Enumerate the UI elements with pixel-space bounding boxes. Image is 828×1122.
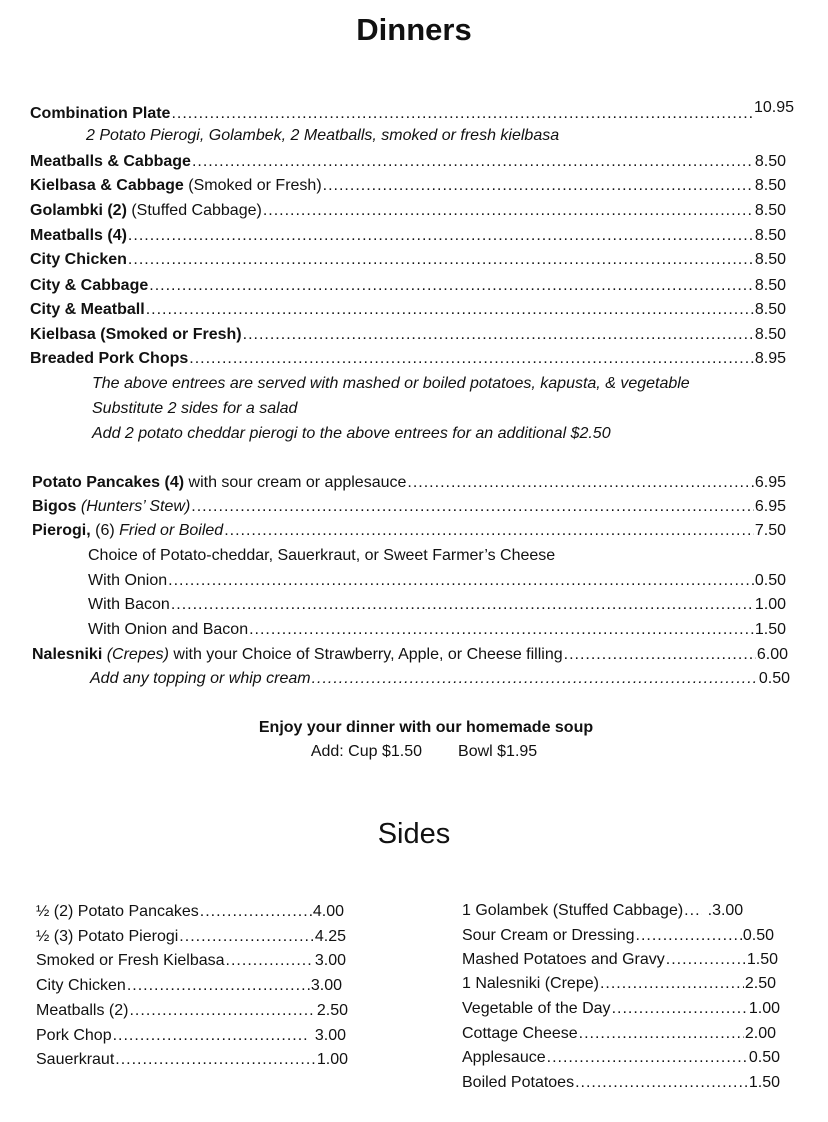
topping-item [90, 669, 790, 689]
dinners-title: Dinners [356, 12, 472, 47]
addon-item [88, 620, 786, 640]
item-name: Pork Chop [36, 1027, 112, 1044]
item-name: 1 Golambek (Stuffed Cabbage) [462, 902, 684, 919]
side-item [36, 976, 342, 996]
item-name: Kielbasa (Smoked or Fresh) [30, 326, 242, 343]
item-price: 0.50 [758, 670, 790, 687]
item-price: 1.50 [748, 1074, 780, 1091]
leader-dots [115, 1050, 316, 1070]
soup-cup: Add: Cup $1.50 [310, 743, 423, 760]
pierogi-choice: Choice of Potato-cheddar, Sauerkraut, or Sweet Farmer’s Cheese [88, 547, 556, 564]
leader-dots [149, 276, 754, 296]
item-name: Meatballs & Cabbage [30, 153, 191, 170]
item-name: Meatballs (4) [30, 227, 127, 244]
item-price: 0.50 [748, 1049, 780, 1066]
side-item [462, 950, 778, 970]
item-name: Breaded Pork Chops [30, 350, 189, 367]
leader-dots [612, 999, 748, 1019]
leader-dots [600, 974, 744, 994]
leader-dots [171, 104, 753, 124]
item-name: City & Cabbage [30, 277, 149, 294]
sides-title: Sides [377, 818, 451, 850]
entree-note: Add 2 potato cheddar pierogi to the above entrees for an additional $2.50 [92, 425, 611, 442]
item-name: With Onion [88, 572, 168, 589]
leader-dots [243, 325, 754, 345]
leader-dots [128, 226, 754, 246]
side-item [462, 1024, 776, 1044]
item-price: 8.95 [754, 350, 786, 367]
item-price: 2.00 [744, 1025, 776, 1042]
item-name: Sauerkraut [36, 1051, 115, 1068]
leader-dots [323, 176, 754, 196]
leader-dots [171, 595, 754, 615]
menu-item-nalesniki [32, 645, 788, 665]
leader-dots [636, 926, 742, 946]
side-item [462, 901, 780, 921]
side-item [36, 1026, 346, 1046]
item-price: 3.00 [310, 977, 342, 994]
item-name: Mashed Potatoes and Gravy [462, 951, 665, 968]
leader-dots [191, 497, 754, 517]
side-item [462, 926, 774, 946]
item-extra: (Stuffed Cabbage) [126, 202, 262, 219]
leader-dots [224, 521, 754, 541]
item-price: 4.25 [314, 928, 346, 945]
item-name: Applesauce [462, 1049, 546, 1066]
menu-item [30, 325, 786, 345]
side-item [36, 1050, 348, 1070]
leader-dots [129, 1001, 315, 1021]
item-price: 6.95 [754, 498, 786, 515]
menu-item [30, 250, 786, 270]
item-price: 4.00 [312, 903, 344, 920]
menu-item [30, 349, 786, 369]
leader-dots [226, 951, 314, 971]
side-item [462, 1073, 780, 1093]
side-item [36, 927, 346, 947]
addon-item [88, 571, 786, 591]
leader-dots [312, 669, 758, 689]
item-name: With Bacon [88, 596, 170, 613]
soup-bowl: Bowl $1.95 [458, 743, 538, 760]
side-item [36, 1001, 348, 1021]
item-name: Potato Pancakes (4) [32, 474, 185, 491]
item-price: 1.00 [754, 596, 786, 613]
item-price: 6.00 [756, 646, 788, 663]
leader-dots [189, 349, 754, 369]
item-name: Golambki (2) [30, 202, 127, 219]
soup-prices [0, 742, 828, 762]
item-name: Smoked or Fresh Kielbasa [36, 952, 225, 969]
entree-note: Substitute 2 sides for a salad [92, 400, 298, 417]
item-price: 8.50 [754, 227, 786, 244]
menu-item [30, 300, 786, 320]
item-price: 8.50 [754, 251, 786, 268]
menu-item-bigos [32, 497, 786, 517]
leader-dots [200, 902, 312, 922]
item-name: Bigos [32, 498, 77, 515]
leader-dots [249, 620, 754, 640]
leader-dots [579, 1024, 744, 1044]
item-extra: (Smoked or Fresh) [183, 177, 322, 194]
leader-dots [192, 152, 754, 172]
leader-dots [146, 300, 754, 320]
item-name: Nalesniki [32, 646, 103, 663]
item-price: 8.50 [754, 326, 786, 343]
leader-dots [564, 645, 756, 665]
item-name: Vegetable of the Day [462, 1000, 611, 1017]
leader-dots [407, 473, 753, 493]
item-name: With Onion and Bacon [88, 621, 249, 638]
leader-dots [168, 571, 754, 591]
side-item [462, 999, 780, 1019]
menu-item [30, 152, 786, 172]
side-item [462, 1048, 780, 1068]
menu-item [30, 201, 786, 221]
item-price: 8.50 [754, 153, 786, 170]
item-price: 1.00 [316, 1051, 348, 1068]
item-name: City Chicken [30, 251, 127, 268]
addon-item [88, 595, 786, 615]
item-name: City & Meatball [30, 301, 145, 318]
item-price: 8.50 [754, 177, 786, 194]
item-price: 0.50 [742, 927, 774, 944]
menu-item [30, 176, 786, 196]
item-name: Cottage Cheese [462, 1025, 578, 1042]
leader-dots [128, 250, 754, 270]
leader-dots [575, 1073, 748, 1093]
item-extra-italic: Fried or Boiled [119, 522, 224, 539]
item-extra: (Hunters’ Stew) [76, 498, 191, 515]
item-name: ½ (3) Potato Pierogi [36, 928, 179, 945]
leader-dots [127, 976, 310, 996]
leader-dots [666, 950, 746, 970]
item-price: 2.50 [744, 975, 776, 992]
item-price: 3.00 [314, 952, 346, 969]
item-name: Kielbasa & Cabbage [30, 177, 184, 194]
item-price: 8.50 [754, 301, 786, 318]
item-price: 6.95 [754, 474, 786, 491]
item-extra: with your Choice of Strawberry, Apple, or Cheese filling [168, 646, 563, 663]
item-name: Boiled Potatoes [462, 1074, 575, 1091]
item-price: 8.50 [754, 202, 786, 219]
side-item [36, 902, 344, 922]
soup-heading: Enjoy your dinner with our homemade soup [258, 719, 594, 736]
item-price: 7.50 [754, 522, 786, 539]
entree-note: The above entrees are served with mashed or boiled potatoes, kapusta, & vegetable [92, 375, 690, 392]
item-name: 1 Nalesniki (Crepe) [462, 975, 599, 992]
item-price: 3.00 [310, 1027, 346, 1044]
item-price: 8.50 [754, 277, 786, 294]
item-price: 1.50 [754, 621, 786, 638]
item-extra: with sour cream or applesauce [184, 474, 407, 491]
item-name: Pierogi, [32, 522, 91, 539]
item-extra-italic: (Crepes) [102, 646, 169, 663]
leader-dots [113, 1026, 310, 1046]
menu-item-combination-plate [30, 99, 794, 124]
side-item [462, 974, 776, 994]
item-extra: (6) [90, 522, 120, 539]
menu-item [30, 226, 786, 246]
item-price: 1.50 [746, 951, 778, 968]
item-name: Meatballs (2) [36, 1002, 129, 1019]
side-item [36, 951, 346, 971]
menu-item-potato-pancakes [32, 473, 786, 493]
item-price: 1.00 [748, 1000, 780, 1017]
item-price: 10.95 [753, 99, 794, 116]
leader-dots [547, 1048, 748, 1068]
item-name: Sour Cream or Dressing [462, 927, 635, 944]
menu-item [30, 276, 786, 296]
item-name: Combination Plate [30, 105, 171, 122]
combo-description: 2 Potato Pierogi, Golambek, 2 Meatballs, smoked or fresh kielbasa [86, 127, 560, 144]
item-name: ½ (2) Potato Pancakes [36, 903, 199, 920]
item-name: Add any topping or whip cream [90, 670, 311, 687]
menu-item-pierogi [32, 521, 786, 541]
item-price: .3.00 [703, 902, 744, 919]
item-name: City Chicken [36, 977, 126, 994]
item-price: 2.50 [316, 1002, 348, 1019]
item-price: 0.50 [754, 572, 786, 589]
leader-dots [179, 927, 314, 947]
leader-dots [684, 901, 702, 921]
leader-dots [263, 201, 754, 221]
